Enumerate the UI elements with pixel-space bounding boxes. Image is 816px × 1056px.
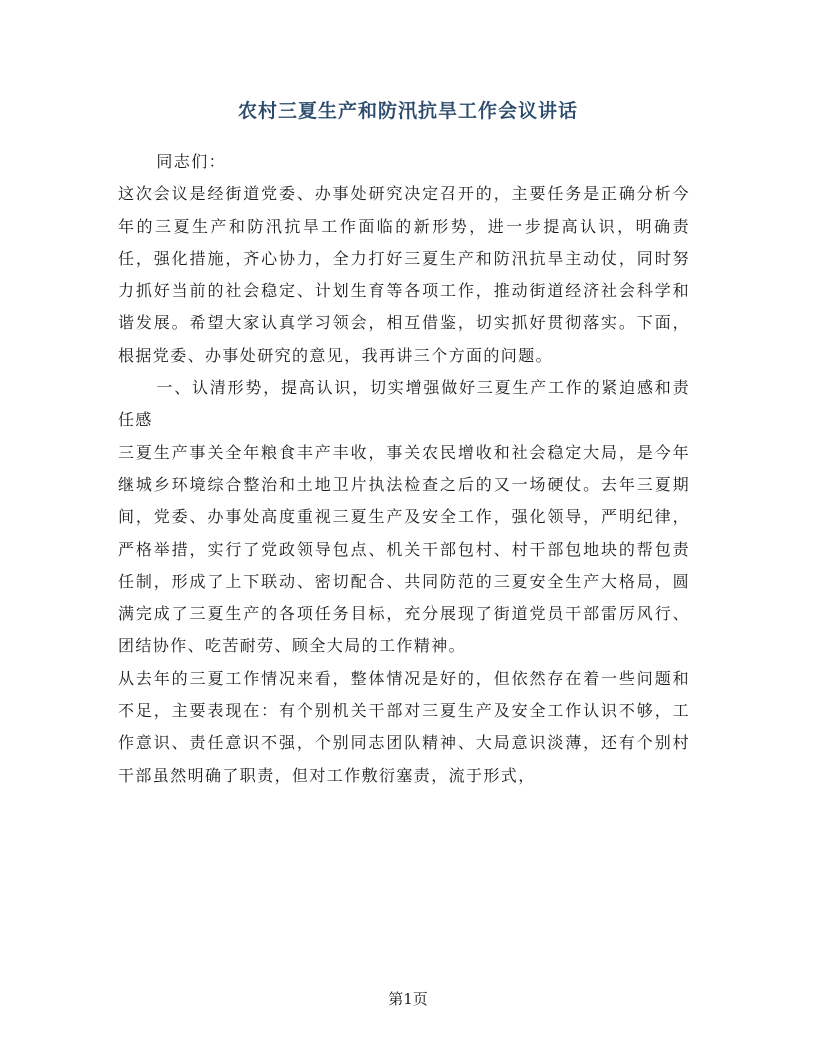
- paragraph-background: 三夏生产事关全年粮食丰产丰收，事关农民增收和社会稳定大局，是今年继城乡环境综合整治和土地卫片执法检查之后的又一场硬仗。去年三夏期间，党委、办事处高度重视三夏生产及安全工作，强化领导，严明纪律，严格举措，实行了党政领导包点、机关干部包村、村干部包地块的帮包责任制，形成了上下联动、密切配合、共同防范的三夏安全生产大格局，圆满完成了三夏生产的各项任务目标，充分展现了街道党员干部雷厉风行、团结协作、吃苦耐劳、顾全大局的工作精神。: [118, 442, 690, 656]
- paragraph-intro: 这次会议是经街道党委、办事处研究决定召开的，主要任务是正确分析今年的三夏生产和防汛抗旱工作面临的新形势，进一步提高认识，明确责任，强化措施，齐心协力，全力打好三夏生产和防汛抗旱主动仗，同时努力抓好当前的社会稳定、计划生育等各项工作，推动街道经济社会科学和谐发展。希望大家认真学习领会，相互借鉴，切实抓好贯彻落实。下面，根据党委、办事处研究的意见，我再讲三个方面的问题。: [118, 184, 690, 365]
- salutation: 同志们：: [156, 152, 226, 171]
- page-number: 第1页: [388, 990, 428, 1008]
- paragraph-problems: 从去年的三夏工作情况来看，整体情况是好的，但依然存在着一些问题和不足，主要表现在：有个别机关干部对三夏生产及安全工作认识不够，工作意识、责任意识不强，个别同志团队精神、大局意识淡薄，还有个别村干部虽然明确了职责，但对工作敷衍塞责，流于形式，: [118, 668, 690, 785]
- section-heading: 一、认清形势，提高认识，切实增强做好三夏生产工作的紧迫感和责任感: [118, 378, 690, 430]
- document-title: 农村三夏生产和防汛抗旱工作会议讲话: [237, 100, 578, 122]
- document-body: [118, 146, 690, 792]
